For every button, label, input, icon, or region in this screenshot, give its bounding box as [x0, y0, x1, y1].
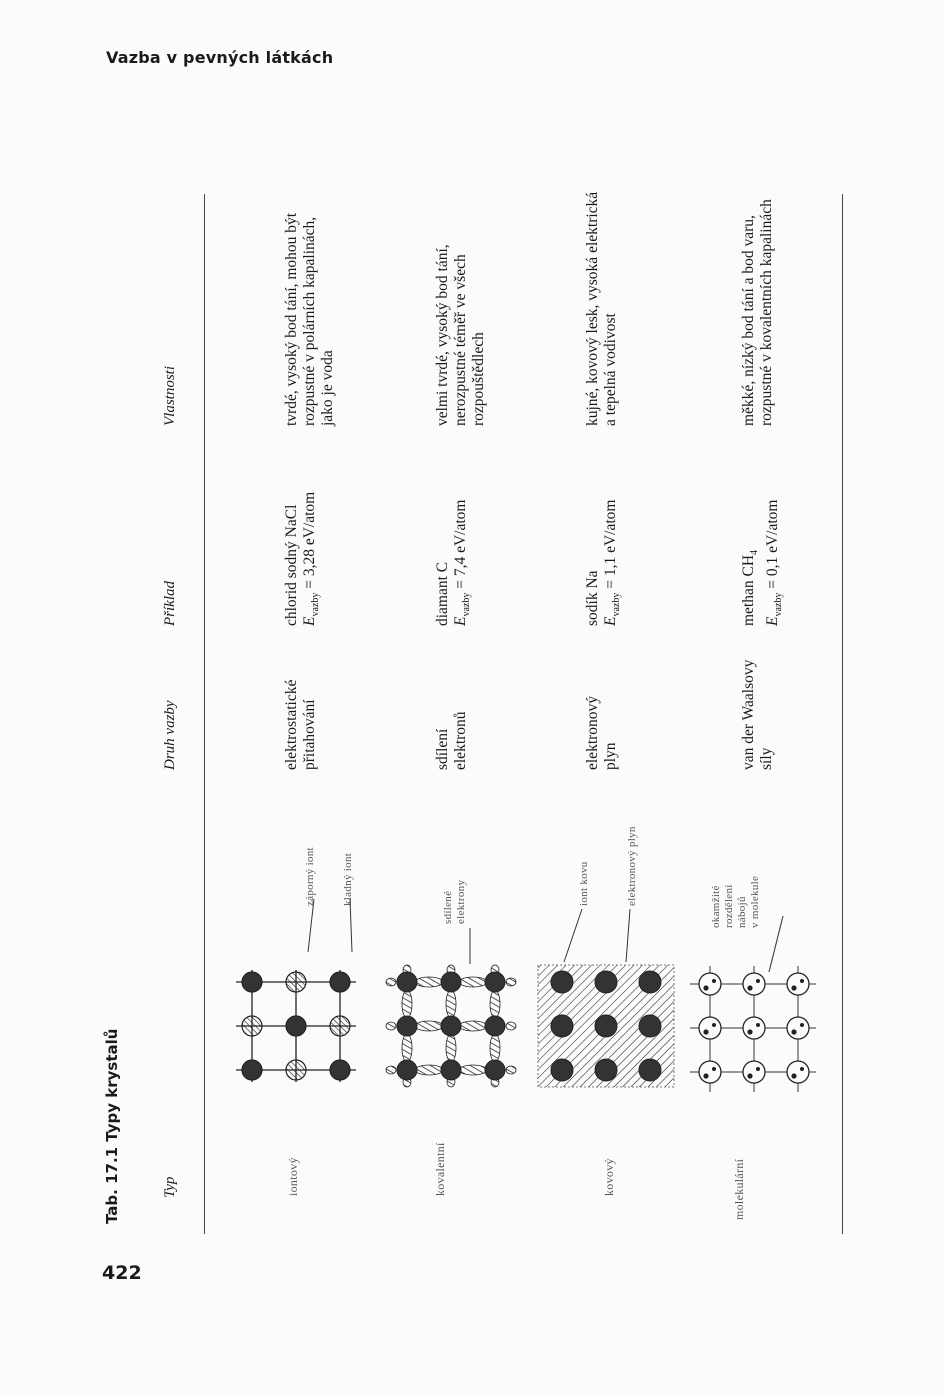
example-metallic: [584, 500, 626, 626]
bond-line: elektronů: [452, 711, 469, 770]
properties-line: rozpustné v polárních kapalinách,: [301, 216, 318, 426]
table-top-rule: [204, 194, 205, 1234]
type-label-metallic: kovový: [602, 1158, 616, 1196]
bond-line: elektronový: [584, 695, 601, 770]
bond-line: sdílení: [434, 728, 451, 770]
properties-line: tvrdé, vysoký bod tání, mohou být: [283, 212, 300, 426]
bond-line: elektrostatické: [283, 679, 300, 770]
type-label-molecular: molekulární: [732, 1158, 746, 1220]
properties-line: rozpouštědlech: [470, 332, 487, 426]
annotation-line: elektrony: [455, 879, 467, 924]
energy-subscript: vazby: [461, 592, 473, 617]
binding-energy: [602, 500, 626, 626]
example-covalent: [434, 500, 476, 626]
properties-line: velmi tvrdé, vysoký bod tání,: [434, 244, 451, 426]
metallic-lattice-diagram: [538, 965, 674, 1087]
annotation-line: sdílené: [442, 890, 454, 924]
annotation-charge-distribution: [710, 876, 762, 928]
properties-line: rozpustné v kovalentních kapalinách: [758, 199, 775, 426]
properties-line: měkké, nízký bod tání a bod varu,: [740, 215, 757, 426]
example-ionic: [283, 492, 325, 626]
table-bottom-rule: [842, 194, 843, 1234]
annotation-line: okamžité: [710, 885, 722, 928]
annotation-negative-ion: záporný iont: [304, 847, 316, 906]
column-header-properties: Vlastnosti: [162, 365, 178, 426]
binding-energy: [301, 492, 325, 626]
energy-symbol: E: [764, 616, 782, 626]
bond-line: síly: [758, 747, 775, 770]
metallic-annotation-arrows: [560, 904, 640, 964]
energy-symbol: E: [301, 616, 318, 626]
page-header-title: Vazba v pevných látkách: [106, 48, 334, 67]
covalent-lattice-diagram: [385, 966, 515, 1086]
example-name: chlorid sodný NaCl: [283, 504, 300, 626]
molecular-annotation-arrow: [765, 914, 795, 974]
energy-value: = 7,4 eV/atom: [452, 499, 469, 589]
properties-line: a tepelná vodivost: [602, 313, 619, 426]
annotation-electron-gas: elektronový plyn: [626, 826, 638, 906]
ionic-lattice-diagram: [230, 966, 360, 1086]
properties-metallic: [584, 192, 620, 426]
example-name: methan $CH_4$: [740, 549, 761, 626]
bond-molecular: [740, 660, 776, 770]
properties-line: kujné, kovový lesk, vysoká elektrická: [584, 191, 601, 426]
bond-metallic: [584, 696, 620, 770]
properties-molecular: [740, 199, 776, 426]
annotation-metal-ion: iont kovu: [578, 861, 590, 906]
type-label-covalent: kovalentní: [433, 1142, 447, 1196]
properties-ionic: [283, 213, 337, 426]
example-molecular: [740, 500, 788, 626]
energy-subscript: vazby: [611, 592, 623, 617]
example-name: diamant C: [434, 561, 451, 626]
formula-subscript: 4: [749, 549, 761, 555]
properties-covalent: [434, 244, 488, 426]
column-header-bond: Druh vazby: [162, 700, 178, 770]
bond-covalent: [434, 711, 470, 770]
energy-value: = 0,1 eV/atom: [764, 499, 782, 589]
type-label-ionic: iontový: [286, 1157, 300, 1196]
energy-subscript: vazby: [310, 592, 322, 617]
covalent-annotation-arrow: [455, 926, 485, 966]
properties-line: jako je voda: [319, 350, 336, 426]
bond-ionic: [283, 680, 319, 770]
molecular-lattice-diagram: [688, 964, 818, 1094]
energy-symbol: E: [602, 616, 619, 626]
bond-line: přitahování: [301, 699, 318, 770]
table-caption: Tab. 17.1 Typy krystalů: [103, 1028, 121, 1224]
page-number: 422: [102, 1262, 142, 1284]
example-name: sodík Na: [584, 570, 601, 626]
energy-subscript: vazby: [773, 592, 785, 617]
bond-line: plyn: [602, 742, 619, 770]
energy-value: = 1,1 eV/atom: [602, 499, 619, 589]
annotation-line: v molekule: [749, 875, 761, 928]
binding-energy: [452, 500, 476, 626]
binding-energy: [764, 500, 788, 626]
energy-symbol: E: [452, 616, 469, 626]
bond-line: van der Waalsovy: [740, 659, 757, 770]
properties-line: nerozpustné téměř ve všech: [452, 254, 469, 426]
column-header-type: Typ: [162, 1176, 178, 1198]
annotation-line: nábojů: [736, 896, 748, 928]
energy-value: = 3,28 eV/atom: [301, 491, 318, 589]
annotation-positive-ion: kladný iont: [342, 852, 354, 906]
annotation-line: rozdělení: [723, 884, 735, 928]
annotation-shared-electrons: [442, 880, 468, 924]
column-header-example: Příklad: [162, 581, 178, 626]
